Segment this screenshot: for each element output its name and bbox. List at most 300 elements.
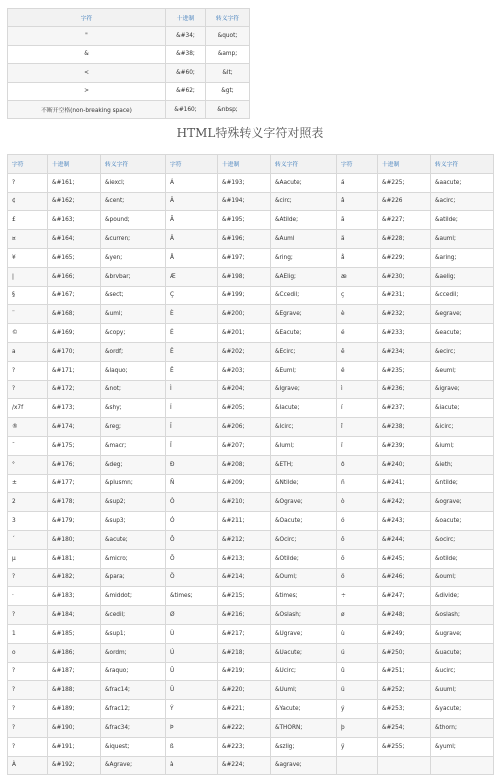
- table-cell: 3: [8, 512, 48, 531]
- table-cell: &uuml;: [431, 681, 494, 700]
- table-cell: &#215;: [218, 587, 271, 606]
- table-cell: &middot;: [101, 587, 166, 606]
- table-cell: &#240;: [378, 455, 431, 474]
- table-cell: &curren;: [101, 230, 166, 249]
- table-cell: &iuml;: [431, 436, 494, 455]
- column-header: 转义字符: [206, 9, 250, 27]
- table-cell: &#230;: [378, 267, 431, 286]
- table-cell: &frac34;: [101, 718, 166, 737]
- table-cell: ?: [8, 361, 48, 380]
- table-cell: ®: [8, 418, 48, 437]
- table-cell: &#191;: [48, 737, 101, 756]
- table-cell: &yen;: [101, 248, 166, 267]
- table-cell: Û: [166, 662, 218, 681]
- table-cell: &aelig;: [431, 267, 494, 286]
- table-cell: &not;: [101, 380, 166, 399]
- table-cell: &#177;: [48, 474, 101, 493]
- table-cell: ñ: [337, 474, 378, 493]
- table-cell: Ï: [166, 436, 218, 455]
- table-cell: &pound;: [101, 211, 166, 230]
- table-cell: &oacute;: [431, 512, 494, 531]
- table-cell: 不断开空格(non-breaking space): [8, 100, 166, 118]
- table-cell: &#211;: [218, 512, 271, 531]
- table-cell: &#225;: [378, 173, 431, 192]
- table-cell: &#194;: [218, 192, 271, 211]
- table-row: [8, 82, 250, 100]
- table-cell: &#237;: [378, 399, 431, 418]
- table-row: [8, 643, 494, 662]
- table-row: [8, 361, 494, 380]
- table-cell: &Eacute;: [271, 324, 337, 343]
- table-cell: &#199;: [218, 286, 271, 305]
- table-row: [8, 211, 494, 230]
- table-cell: &THORN;: [271, 718, 337, 737]
- column-header: 十进制: [166, 9, 206, 27]
- table-cell: &Auml: [271, 230, 337, 249]
- table-cell: Ó: [166, 512, 218, 531]
- table-cell: &#210;: [218, 493, 271, 512]
- table-cell: Ã: [166, 211, 218, 230]
- table-row: [8, 606, 494, 625]
- table-cell: &uacute;: [431, 643, 494, 662]
- table-cell: &frac12;: [101, 700, 166, 719]
- table-cell: ù: [337, 624, 378, 643]
- table-cell: &#179;: [48, 512, 101, 531]
- table-cell: í: [337, 399, 378, 418]
- table-cell: &: [8, 45, 166, 63]
- column-header: 十进制: [378, 155, 431, 174]
- table-cell: ß: [166, 737, 218, 756]
- table-cell: &#247;: [378, 587, 431, 606]
- table-cell: ?: [8, 700, 48, 719]
- table-cell: ´: [8, 530, 48, 549]
- table-cell: &#218;: [218, 643, 271, 662]
- table-cell: &#241;: [378, 474, 431, 493]
- table-cell: &ieth;: [431, 455, 494, 474]
- table-cell: °: [8, 455, 48, 474]
- table-cell: &#232;: [378, 305, 431, 324]
- table-cell: &brvbar;: [101, 267, 166, 286]
- table-cell: &#161;: [48, 173, 101, 192]
- table-cell: &Ntilde;: [271, 474, 337, 493]
- table-cell: þ: [337, 718, 378, 737]
- table-cell: &icirc;: [431, 418, 494, 437]
- column-header: 转义字符: [101, 155, 166, 174]
- table-cell: &#229;: [378, 248, 431, 267]
- table-cell: a: [8, 342, 48, 361]
- table-row: [8, 455, 494, 474]
- table-cell: &#208;: [218, 455, 271, 474]
- table-cell: &#219;: [218, 662, 271, 681]
- table-cell: &#248;: [378, 606, 431, 625]
- table-cell: &frac14;: [101, 681, 166, 700]
- table-cell: &cent;: [101, 192, 166, 211]
- table-cell: &ordm;: [101, 643, 166, 662]
- table-cell: ·: [8, 587, 48, 606]
- table-cell: &#172;: [48, 380, 101, 399]
- table-row: [8, 27, 250, 45]
- table-cell: &#165;: [48, 248, 101, 267]
- column-header: 字符: [166, 155, 218, 174]
- table-cell: <: [8, 64, 166, 82]
- table-row: [8, 173, 494, 192]
- table-cell: &#163;: [48, 211, 101, 230]
- table-cell: &thorn;: [431, 718, 494, 737]
- table-cell: Ì: [166, 380, 218, 399]
- table-cell: &#198;: [218, 267, 271, 286]
- table-cell: &ecirc;: [431, 342, 494, 361]
- table-cell: £: [8, 211, 48, 230]
- table-cell: ¨: [8, 305, 48, 324]
- table-cell: &oslash;: [431, 606, 494, 625]
- table-cell: &#207;: [218, 436, 271, 455]
- table-cell: ¥: [8, 248, 48, 267]
- table-cell: &#187;: [48, 662, 101, 681]
- table-cell: ø: [337, 606, 378, 625]
- table-cell: Ç: [166, 286, 218, 305]
- table-cell: Ø: [166, 606, 218, 625]
- table-cell: &#164;: [48, 230, 101, 249]
- column-header: 转义字符: [271, 155, 337, 174]
- table-cell: &#233;: [378, 324, 431, 343]
- table-cell: &iacute;: [431, 399, 494, 418]
- table-cell: &acirc;: [431, 192, 494, 211]
- table-row: [8, 549, 494, 568]
- table-cell: &#182;: [48, 568, 101, 587]
- table-cell: &#178;: [48, 493, 101, 512]
- table-cell: &circ;: [271, 192, 337, 211]
- table-cell: &#193;: [218, 173, 271, 192]
- table-cell: Ö: [166, 568, 218, 587]
- table-cell: &Yacute;: [271, 700, 337, 719]
- column-header: 转义字符: [431, 155, 494, 174]
- table-cell: &#217;: [218, 624, 271, 643]
- table-cell: Á: [166, 173, 218, 192]
- table-cell: &yacute;: [431, 700, 494, 719]
- table-cell: &#185;: [48, 624, 101, 643]
- basic-entities-table: [7, 8, 250, 119]
- table-row: [8, 100, 250, 118]
- table-cell: &#250;: [378, 643, 431, 662]
- table-cell: &ouml;: [431, 568, 494, 587]
- table-cell: &Ugrave;: [271, 624, 337, 643]
- table-cell: &#171;: [48, 361, 101, 380]
- table-cell: &ucirc;: [431, 662, 494, 681]
- column-header: 字符: [8, 155, 48, 174]
- table-cell: Ä: [166, 230, 218, 249]
- table-cell: ?: [8, 718, 48, 737]
- table-cell: &#254;: [378, 718, 431, 737]
- table-cell: &#200;: [218, 305, 271, 324]
- table-cell: Ù: [166, 624, 218, 643]
- table-cell: &times;: [166, 587, 218, 606]
- table-cell: &Ccedil;: [271, 286, 337, 305]
- table-cell: &ocirc;: [431, 530, 494, 549]
- table-cell: &#192;: [48, 756, 101, 775]
- table-row: [8, 380, 494, 399]
- table-cell: &#170;: [48, 342, 101, 361]
- table-cell: &acute;: [101, 530, 166, 549]
- table-cell: &agrave;: [271, 756, 337, 775]
- table-cell: æ: [337, 267, 378, 286]
- table-row: [8, 342, 494, 361]
- table-cell: &#183;: [48, 587, 101, 606]
- table-cell: o: [8, 643, 48, 662]
- table-cell: &ETH;: [271, 455, 337, 474]
- column-header: 十进制: [48, 155, 101, 174]
- table-cell: ÿ: [337, 737, 378, 756]
- table-cell: ä: [337, 230, 378, 249]
- table-cell: &#181;: [48, 549, 101, 568]
- table-cell: å: [337, 248, 378, 267]
- table-cell: &Oslash;: [271, 606, 337, 625]
- table-cell: û: [337, 662, 378, 681]
- table-cell: &plusmn;: [101, 474, 166, 493]
- table-cell: ?: [8, 681, 48, 700]
- table-cell: &#175;: [48, 436, 101, 455]
- table-cell: &sup3;: [101, 512, 166, 531]
- table-cell: ú: [337, 643, 378, 662]
- table-cell: ï: [337, 436, 378, 455]
- table-cell: &#180;: [48, 530, 101, 549]
- table-cell: &ntilde;: [431, 474, 494, 493]
- table-cell: &lt;: [206, 64, 250, 82]
- table-cell: >: [8, 82, 166, 100]
- table-row: [8, 267, 494, 286]
- table-cell: &Uuml;: [271, 681, 337, 700]
- table-cell: &#209;: [218, 474, 271, 493]
- table-cell: &szlig;: [271, 737, 337, 756]
- table-row: [8, 681, 494, 700]
- special-entities-table: [7, 154, 494, 775]
- table-cell: &raquo;: [101, 662, 166, 681]
- table-row: [8, 568, 494, 587]
- table-cell: &divide;: [431, 587, 494, 606]
- table-row: [8, 418, 494, 437]
- table-cell: é: [337, 324, 378, 343]
- table-row: [8, 286, 494, 305]
- table-cell: &otilde;: [431, 549, 494, 568]
- table-row: [8, 493, 494, 512]
- table-cell: &#236;: [378, 380, 431, 399]
- table-cell: &#234;: [378, 342, 431, 361]
- table-cell: ì: [337, 380, 378, 399]
- table-cell: &#38;: [166, 45, 206, 63]
- table-cell: 1: [8, 624, 48, 643]
- page-title: HTML特殊转义字符对照表: [176, 126, 324, 140]
- table-cell: ¢: [8, 192, 48, 211]
- table-row: [8, 474, 494, 493]
- table-cell: &#189;: [48, 700, 101, 719]
- table-row: [8, 248, 494, 267]
- table-cell: &uml;: [101, 305, 166, 324]
- table-cell: Ü: [166, 681, 218, 700]
- table-row: [8, 305, 494, 324]
- table-cell: É: [166, 324, 218, 343]
- table-cell: &#202;: [218, 342, 271, 361]
- table-cell: &Euml;: [271, 361, 337, 380]
- table-cell: &#203;: [218, 361, 271, 380]
- table-row: [8, 512, 494, 531]
- table-cell: Ë: [166, 361, 218, 380]
- table-cell: ?: [8, 568, 48, 587]
- table-cell: Ý: [166, 700, 218, 719]
- table-cell: Ñ: [166, 474, 218, 493]
- table-cell: &#242;: [378, 493, 431, 512]
- table-cell: &#245;: [378, 549, 431, 568]
- table-cell: &sup2;: [101, 493, 166, 512]
- table-cell: &#60;: [166, 64, 206, 82]
- table-cell: &#249;: [378, 624, 431, 643]
- table-cell: &Oacute;: [271, 512, 337, 531]
- table-cell: |: [8, 267, 48, 286]
- table-cell: ¤: [8, 230, 48, 249]
- table-cell: &#226: [378, 192, 431, 211]
- table-cell: ö: [337, 568, 378, 587]
- table-cell: &Igrave;: [271, 380, 337, 399]
- table-cell: &#244;: [378, 530, 431, 549]
- table-cell: &eacute;: [431, 324, 494, 343]
- table-cell: &#222;: [218, 718, 271, 737]
- table-cell: &Otilde;: [271, 549, 337, 568]
- table-cell: Þ: [166, 718, 218, 737]
- table-cell: [378, 756, 431, 775]
- table-cell: &iexcl;: [101, 173, 166, 192]
- table-cell: &Iuml;: [271, 436, 337, 455]
- table-row: [8, 737, 494, 756]
- table-cell: &#255;: [378, 737, 431, 756]
- table-cell: Í: [166, 399, 218, 418]
- table-cell: ¯: [8, 436, 48, 455]
- table-cell: õ: [337, 549, 378, 568]
- table-cell: &#252;: [378, 681, 431, 700]
- table-cell: &#228;: [378, 230, 431, 249]
- table-row: [8, 756, 494, 775]
- table-cell: È: [166, 305, 218, 324]
- table-row: [8, 64, 250, 82]
- table-cell: &#227;: [378, 211, 431, 230]
- table-cell: &shy;: [101, 399, 166, 418]
- table-row: [8, 624, 494, 643]
- table-cell: &ordf;: [101, 342, 166, 361]
- table-cell: &atilde;: [431, 211, 494, 230]
- table-cell: à: [166, 756, 218, 775]
- table-cell: &#235;: [378, 361, 431, 380]
- table-cell: Î: [166, 418, 218, 437]
- table-cell: Ò: [166, 493, 218, 512]
- table-cell: &reg;: [101, 418, 166, 437]
- table-row: [8, 399, 494, 418]
- table-cell: &#239;: [378, 436, 431, 455]
- table-cell: &#205;: [218, 399, 271, 418]
- table-cell: /x7f: [8, 399, 48, 418]
- table-cell: &macr;: [101, 436, 166, 455]
- table-cell: À: [8, 756, 48, 775]
- table-cell: &#167;: [48, 286, 101, 305]
- table-cell: &#221;: [218, 700, 271, 719]
- table-row: [8, 45, 250, 63]
- table-cell: ý: [337, 700, 378, 719]
- table-cell: ?: [8, 662, 48, 681]
- table-cell: &laquo;: [101, 361, 166, 380]
- table-cell: &#184;: [48, 606, 101, 625]
- table-row: [8, 587, 494, 606]
- table-cell: &Ouml;: [271, 568, 337, 587]
- table-cell: &#166;: [48, 267, 101, 286]
- table-cell: &#214;: [218, 568, 271, 587]
- table-cell: &#197;: [218, 248, 271, 267]
- table-cell: &Aacute;: [271, 173, 337, 192]
- table-header-row: [8, 9, 250, 27]
- table-cell: Ú: [166, 643, 218, 662]
- table-cell: &#196;: [218, 230, 271, 249]
- table-cell: &#176;: [48, 455, 101, 474]
- table-cell: &#216;: [218, 606, 271, 625]
- table-cell: ð: [337, 455, 378, 474]
- table-cell: &copy;: [101, 324, 166, 343]
- table-cell: &Egrave;: [271, 305, 337, 324]
- table-cell: Å: [166, 248, 218, 267]
- table-row: [8, 700, 494, 719]
- table-cell: &Ocirc;: [271, 530, 337, 549]
- table-row: [8, 324, 494, 343]
- table-cell: &#204;: [218, 380, 271, 399]
- table-cell: è: [337, 305, 378, 324]
- table-cell: &Uacute;: [271, 643, 337, 662]
- table-cell: Æ: [166, 267, 218, 286]
- table-cell: &aring;: [431, 248, 494, 267]
- table-cell: &#186;: [48, 643, 101, 662]
- table-cell: &#223;: [218, 737, 271, 756]
- table-cell: &times;: [271, 587, 337, 606]
- table-cell: &#201;: [218, 324, 271, 343]
- table-cell: &micro;: [101, 549, 166, 568]
- table-cell: &#162;: [48, 192, 101, 211]
- table-cell: &ccedil;: [431, 286, 494, 305]
- table-row: [8, 192, 494, 211]
- table-cell: ü: [337, 681, 378, 700]
- column-header: 字符: [337, 155, 378, 174]
- table-cell: Õ: [166, 549, 218, 568]
- table-cell: &#253;: [378, 700, 431, 719]
- table-cell: &amp;: [206, 45, 250, 63]
- table-cell: ?: [8, 737, 48, 756]
- table-cell: &Agrave;: [101, 756, 166, 775]
- table-cell: â: [337, 192, 378, 211]
- column-header: 字符: [8, 9, 166, 27]
- table-cell: &#174;: [48, 418, 101, 437]
- table-cell: &#195;: [218, 211, 271, 230]
- table-cell: &#213;: [218, 549, 271, 568]
- table-cell: &#224;: [218, 756, 271, 775]
- table-cell: &#168;: [48, 305, 101, 324]
- table-row: [8, 530, 494, 549]
- table-cell: μ: [8, 549, 48, 568]
- table-cell: &AElig;: [271, 267, 337, 286]
- table-cell: &Ecirc;: [271, 342, 337, 361]
- table-cell: ": [8, 27, 166, 45]
- table-cell: &Ograve;: [271, 493, 337, 512]
- table-cell: î: [337, 418, 378, 437]
- table-cell: ç: [337, 286, 378, 305]
- table-cell: ÷: [337, 587, 378, 606]
- table-cell: &#206;: [218, 418, 271, 437]
- table-cell: &Icirc;: [271, 418, 337, 437]
- table-row: [8, 230, 494, 249]
- table-cell: &egrave;: [431, 305, 494, 324]
- table-cell: ±: [8, 474, 48, 493]
- table-cell: &euml;: [431, 361, 494, 380]
